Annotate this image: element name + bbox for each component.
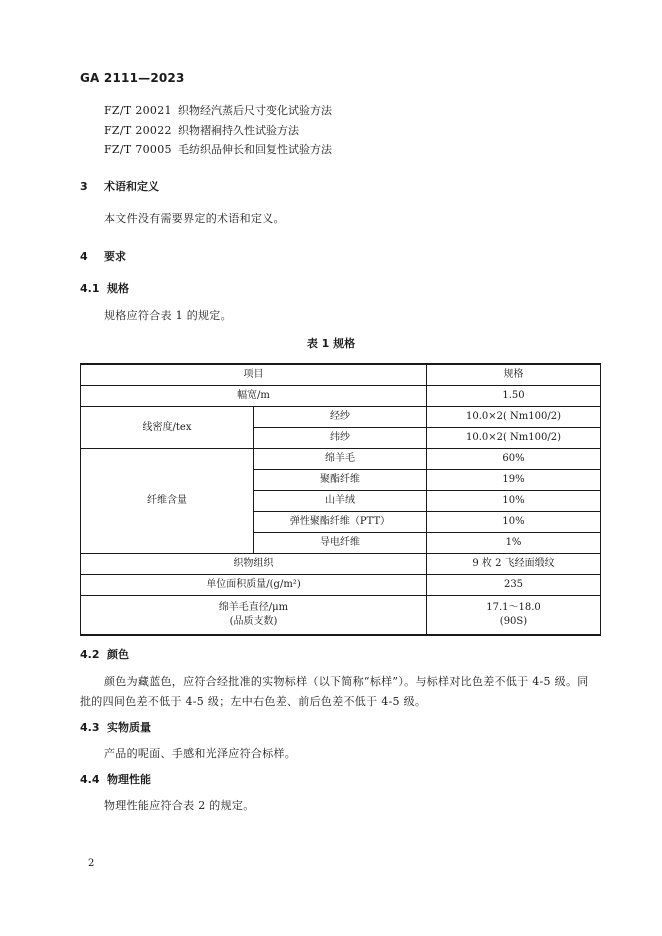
section-heading-4-1	[80, 280, 129, 296]
warp-label: 经纱	[254, 407, 427, 428]
density-label: 线密度/tex	[81, 407, 254, 449]
reference-item	[104, 102, 332, 118]
table-row	[81, 596, 601, 636]
fiber-name: 山羊绒	[254, 491, 427, 512]
diameter-value-line1: 17.1～18.0	[486, 602, 541, 613]
diameter-label	[81, 596, 427, 636]
section-number: 4.1	[80, 282, 100, 295]
weft-value: 10.0×2( Nm100/2)	[427, 428, 601, 449]
fiber-value: 10%	[427, 491, 601, 512]
section-4-2-text-line2: 批的四间色差不低于 4-5 级；左中右色差、前后色差不低于 4-5 级。	[80, 695, 427, 708]
warp-value: 10.0×2( Nm100/2)	[427, 407, 601, 428]
reference-title: 毛纺织品伸长和回复性试验方法	[178, 143, 332, 156]
weft-label: 纬纱	[254, 428, 427, 449]
fiber-content-label: 纤维含量	[81, 449, 254, 554]
weave-value: 9 枚 2 飞经面缎纹	[427, 554, 601, 575]
diameter-value-line2: (90S)	[499, 616, 528, 627]
section-heading-4-3	[80, 719, 151, 735]
fiber-value: 60%	[427, 449, 601, 470]
reference-title: 织物褶裥持久性试验方法	[178, 124, 299, 137]
reference-item	[104, 122, 299, 138]
section-title: 术语和定义	[104, 180, 159, 193]
section-3-text: 本文件没有需要界定的术语和定义。	[104, 212, 285, 225]
table-row	[81, 449, 601, 470]
fiber-value: 19%	[427, 470, 601, 491]
reference-title: 织物经汽蒸后尺寸变化试验方法	[178, 104, 332, 117]
section-heading-3	[80, 178, 159, 194]
table-row	[81, 386, 601, 407]
fiber-name: 绵羊毛	[254, 449, 427, 470]
section-heading-4-2	[80, 646, 129, 662]
mass-value: 235	[427, 575, 601, 596]
page-number: 2	[88, 858, 95, 869]
fiber-name: 聚酯纤维	[254, 470, 427, 491]
width-label: 幅宽/m	[81, 386, 427, 407]
section-title: 颜色	[107, 648, 129, 661]
document-id: GA 2111—2023	[80, 71, 185, 85]
section-4-2-text-line1: 颜色为藏蓝色，应符合经批准的实物标样（以下简称“标样”）。与标样对比色差不低于 4-5 级。同	[104, 675, 589, 688]
table-1-spec	[80, 363, 601, 636]
section-number: 4.3	[80, 721, 100, 734]
diameter-label-line2: (品质支数)	[229, 616, 278, 627]
section-4-1-text: 规格应符合表 1 的规定。	[104, 309, 232, 322]
header-spec: 规格	[427, 364, 601, 386]
mass-label: 单位面积质量/(g/m²)	[81, 575, 427, 596]
reference-item	[104, 141, 332, 157]
width-value: 1.50	[427, 386, 601, 407]
table-1-caption: 表 1 规格	[306, 337, 356, 350]
reference-code: FZ/T 20021	[104, 104, 172, 117]
fiber-value: 1%	[427, 533, 601, 554]
section-heading-4-4	[80, 771, 151, 787]
diameter-label-line1: 绵羊毛直径/μm	[218, 602, 289, 613]
reference-code: FZ/T 20022	[104, 124, 172, 137]
table-row	[81, 407, 601, 428]
section-title: 物理性能	[107, 773, 151, 786]
diameter-value	[427, 596, 601, 636]
header-item: 项目	[81, 364, 427, 386]
section-title: 规格	[107, 282, 129, 295]
section-heading-4	[80, 248, 126, 264]
section-number: 3	[80, 180, 88, 193]
fiber-name: 导电纤维	[254, 533, 427, 554]
section-4-4-text: 物理性能应符合表 2 的规定。	[104, 799, 255, 812]
table-row	[81, 554, 601, 575]
table-header-row	[81, 364, 601, 386]
weave-label: 织物组织	[81, 554, 427, 575]
section-title: 实物质量	[107, 721, 151, 734]
reference-code: FZ/T 70005	[104, 143, 172, 156]
fiber-value: 10%	[427, 512, 601, 533]
table-row	[81, 575, 601, 596]
section-number: 4.4	[80, 773, 100, 786]
section-title: 要求	[104, 250, 126, 263]
section-number: 4	[80, 250, 88, 263]
section-4-3-text: 产品的呢面、手感和光泽应符合标样。	[104, 747, 297, 760]
fiber-name: 弹性聚酯纤维（PTT）	[254, 512, 427, 533]
section-number: 4.2	[80, 648, 100, 661]
